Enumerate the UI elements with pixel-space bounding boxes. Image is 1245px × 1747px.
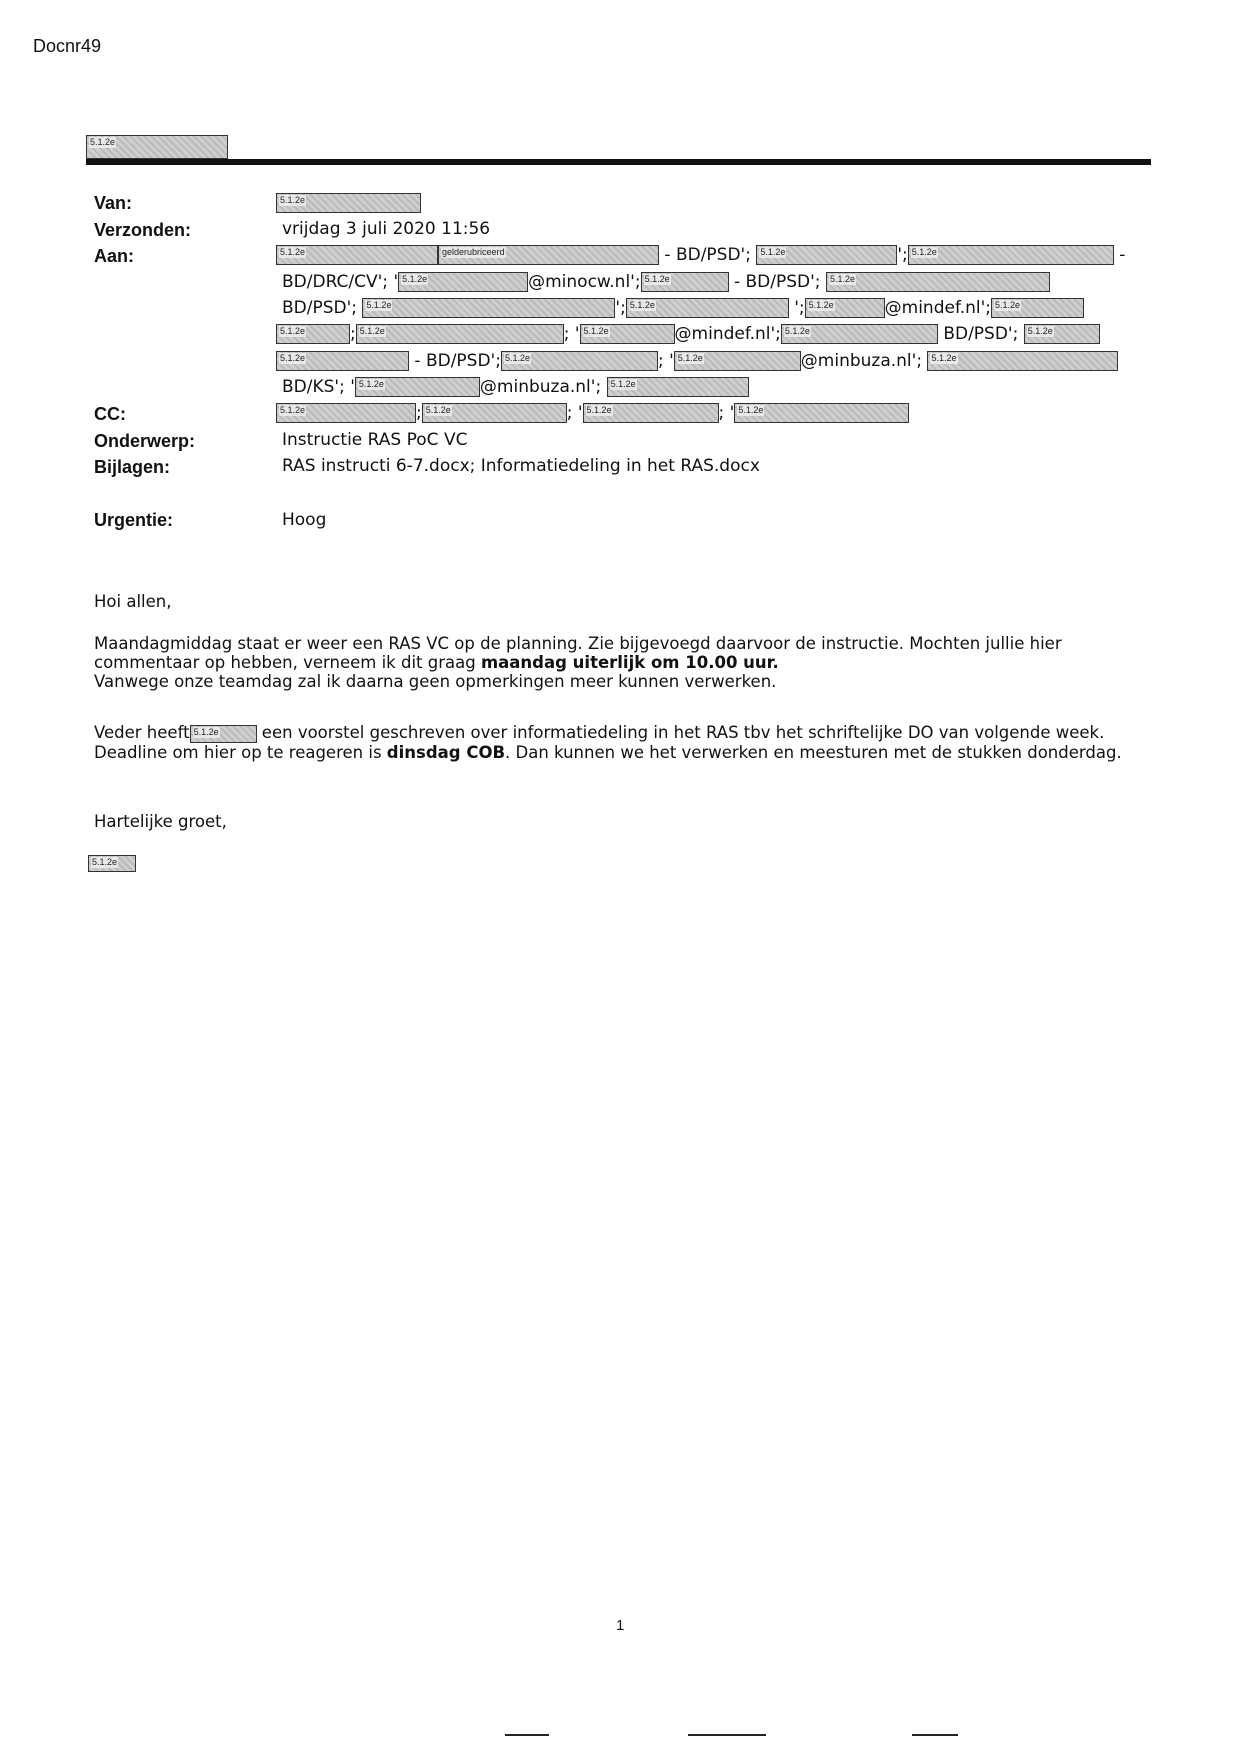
closing: Hartelijke groet, bbox=[94, 812, 227, 831]
cc-value: 5.1.2e ; 5.1.2e ; ' 5.1.2e ; ' 5.1.2e bbox=[276, 403, 909, 423]
van-value bbox=[276, 193, 421, 213]
paragraph-1: Maandagmiddag staat er weer een RAS VC op de planning. Zie bijgevoegd daarvoor de instructie. Mochten jullie hier commentaar op hebben, verneem ik dit graag maandag uiterlijk om 10.00 uur. Vanwege onze teamdag zal ik daarna geen opmerkingen meer kunnen verwerken. bbox=[94, 634, 1062, 691]
redaction-box: 5.1.2e bbox=[626, 298, 789, 318]
aan-line-5: 5.1.2e - BD/PSD'; 5.1.2e ; ' 5.1.2e @minbuza.nl'; 5.1.2e bbox=[276, 351, 1118, 371]
redaction-box: 5.1.2e bbox=[276, 351, 409, 371]
redaction-box-header: 5.1.2e bbox=[86, 135, 228, 159]
onderwerp-value: Instructie RAS PoC VC bbox=[282, 430, 468, 450]
redaction-box: 5.1.2e bbox=[927, 351, 1118, 371]
bijlagen-label: Bijlagen: bbox=[94, 457, 171, 477]
redaction-box: 5.1.2e bbox=[276, 193, 421, 213]
redaction-box: 5.1.2e bbox=[190, 725, 257, 743]
redaction-box: 5.1.2e bbox=[276, 324, 350, 344]
redaction-box: 5.1.2e bbox=[781, 324, 938, 344]
redaction-box: 5.1.2e bbox=[756, 245, 897, 265]
redaction-box: 5.1.2e bbox=[276, 403, 416, 423]
redaction-box: 5.1.2e bbox=[501, 351, 658, 371]
redaction-box: 5.1.2e bbox=[398, 272, 528, 292]
redaction-box: 5.1.2e bbox=[88, 855, 136, 872]
redaction-box: 5.1.2e bbox=[362, 298, 615, 318]
urgentie-label: Urgentie: bbox=[94, 510, 174, 530]
cc-label: CC: bbox=[94, 404, 126, 424]
redaction-box: 5.1.2e bbox=[641, 272, 729, 292]
verzonden-label: Verzonden: bbox=[94, 220, 192, 240]
footer-mark bbox=[688, 1734, 766, 1736]
page-number: 1 bbox=[616, 1617, 625, 1634]
redaction-box: gelderubriceerd bbox=[438, 245, 659, 265]
aan-line-1: 5.1.2e gelderubriceerd - BD/PSD'; 5.1.2e '; 5.1.2e - bbox=[276, 245, 1125, 265]
redaction-box: 5.1.2e bbox=[276, 245, 438, 265]
redaction-box: 5.1.2e bbox=[805, 298, 885, 318]
bijlagen-value: RAS instructi 6-7.docx; Informatiedeling in het RAS.docx bbox=[282, 456, 760, 476]
redaction-box: 5.1.2e bbox=[580, 324, 675, 344]
redaction-box: 5.1.2e bbox=[1024, 324, 1100, 344]
redaction-box: 5.1.2e bbox=[908, 245, 1114, 265]
redaction-box: 5.1.2e bbox=[583, 403, 719, 423]
redaction-box: 5.1.2e bbox=[734, 403, 909, 423]
redaction-box: 5.1.2e bbox=[674, 351, 801, 371]
header-rule bbox=[86, 159, 1151, 165]
redaction-box: 5.1.2e bbox=[422, 403, 567, 423]
urgentie-value: Hoog bbox=[282, 510, 327, 530]
aan-line-3: BD/PSD'; 5.1.2e '; 5.1.2e '; 5.1.2e @mindef.nl'; 5.1.2e bbox=[282, 298, 1084, 318]
footer-mark bbox=[505, 1734, 549, 1736]
paragraph-2: Veder heeft 5.1.2e een voorstel geschreven over informatiedeling in het RAS tbv het schriftelijke DO van volgende week. Deadline om hier op te reageren is dinsdag COB. Dan kunnen we het verwerken en meesturen met de stukken donderdag. bbox=[94, 723, 1122, 762]
redaction-box: 5.1.2e bbox=[355, 377, 480, 397]
aan-line-4: 5.1.2e ; 5.1.2e ; ' 5.1.2e @mindef.nl'; 5.1.2e BD/PSD'; 5.1.2e bbox=[276, 324, 1100, 344]
redaction-box: 5.1.2e bbox=[356, 324, 564, 344]
aan-line-2: BD/DRC/CV'; ' 5.1.2e @minocw.nl'; 5.1.2e - BD/PSD'; 5.1.2e bbox=[282, 272, 1050, 292]
aan-line-6: BD/KS'; ' 5.1.2e @minbuza.nl'; 5.1.2e bbox=[282, 377, 749, 397]
signature-redaction bbox=[88, 855, 136, 873]
greeting: Hoi allen, bbox=[94, 592, 172, 611]
redaction-box: 5.1.2e bbox=[991, 298, 1084, 318]
verzonden-value: vrijdag 3 juli 2020 11:56 bbox=[282, 219, 491, 239]
aan-label: Aan: bbox=[94, 246, 134, 266]
redaction-box: 5.1.2e bbox=[607, 377, 749, 397]
redaction-box: 5.1.2e bbox=[826, 272, 1050, 292]
footer-mark bbox=[912, 1734, 958, 1736]
van-label: Van: bbox=[94, 193, 133, 213]
onderwerp-label: Onderwerp: bbox=[94, 431, 196, 451]
document-number: Docnr49 bbox=[33, 36, 102, 56]
